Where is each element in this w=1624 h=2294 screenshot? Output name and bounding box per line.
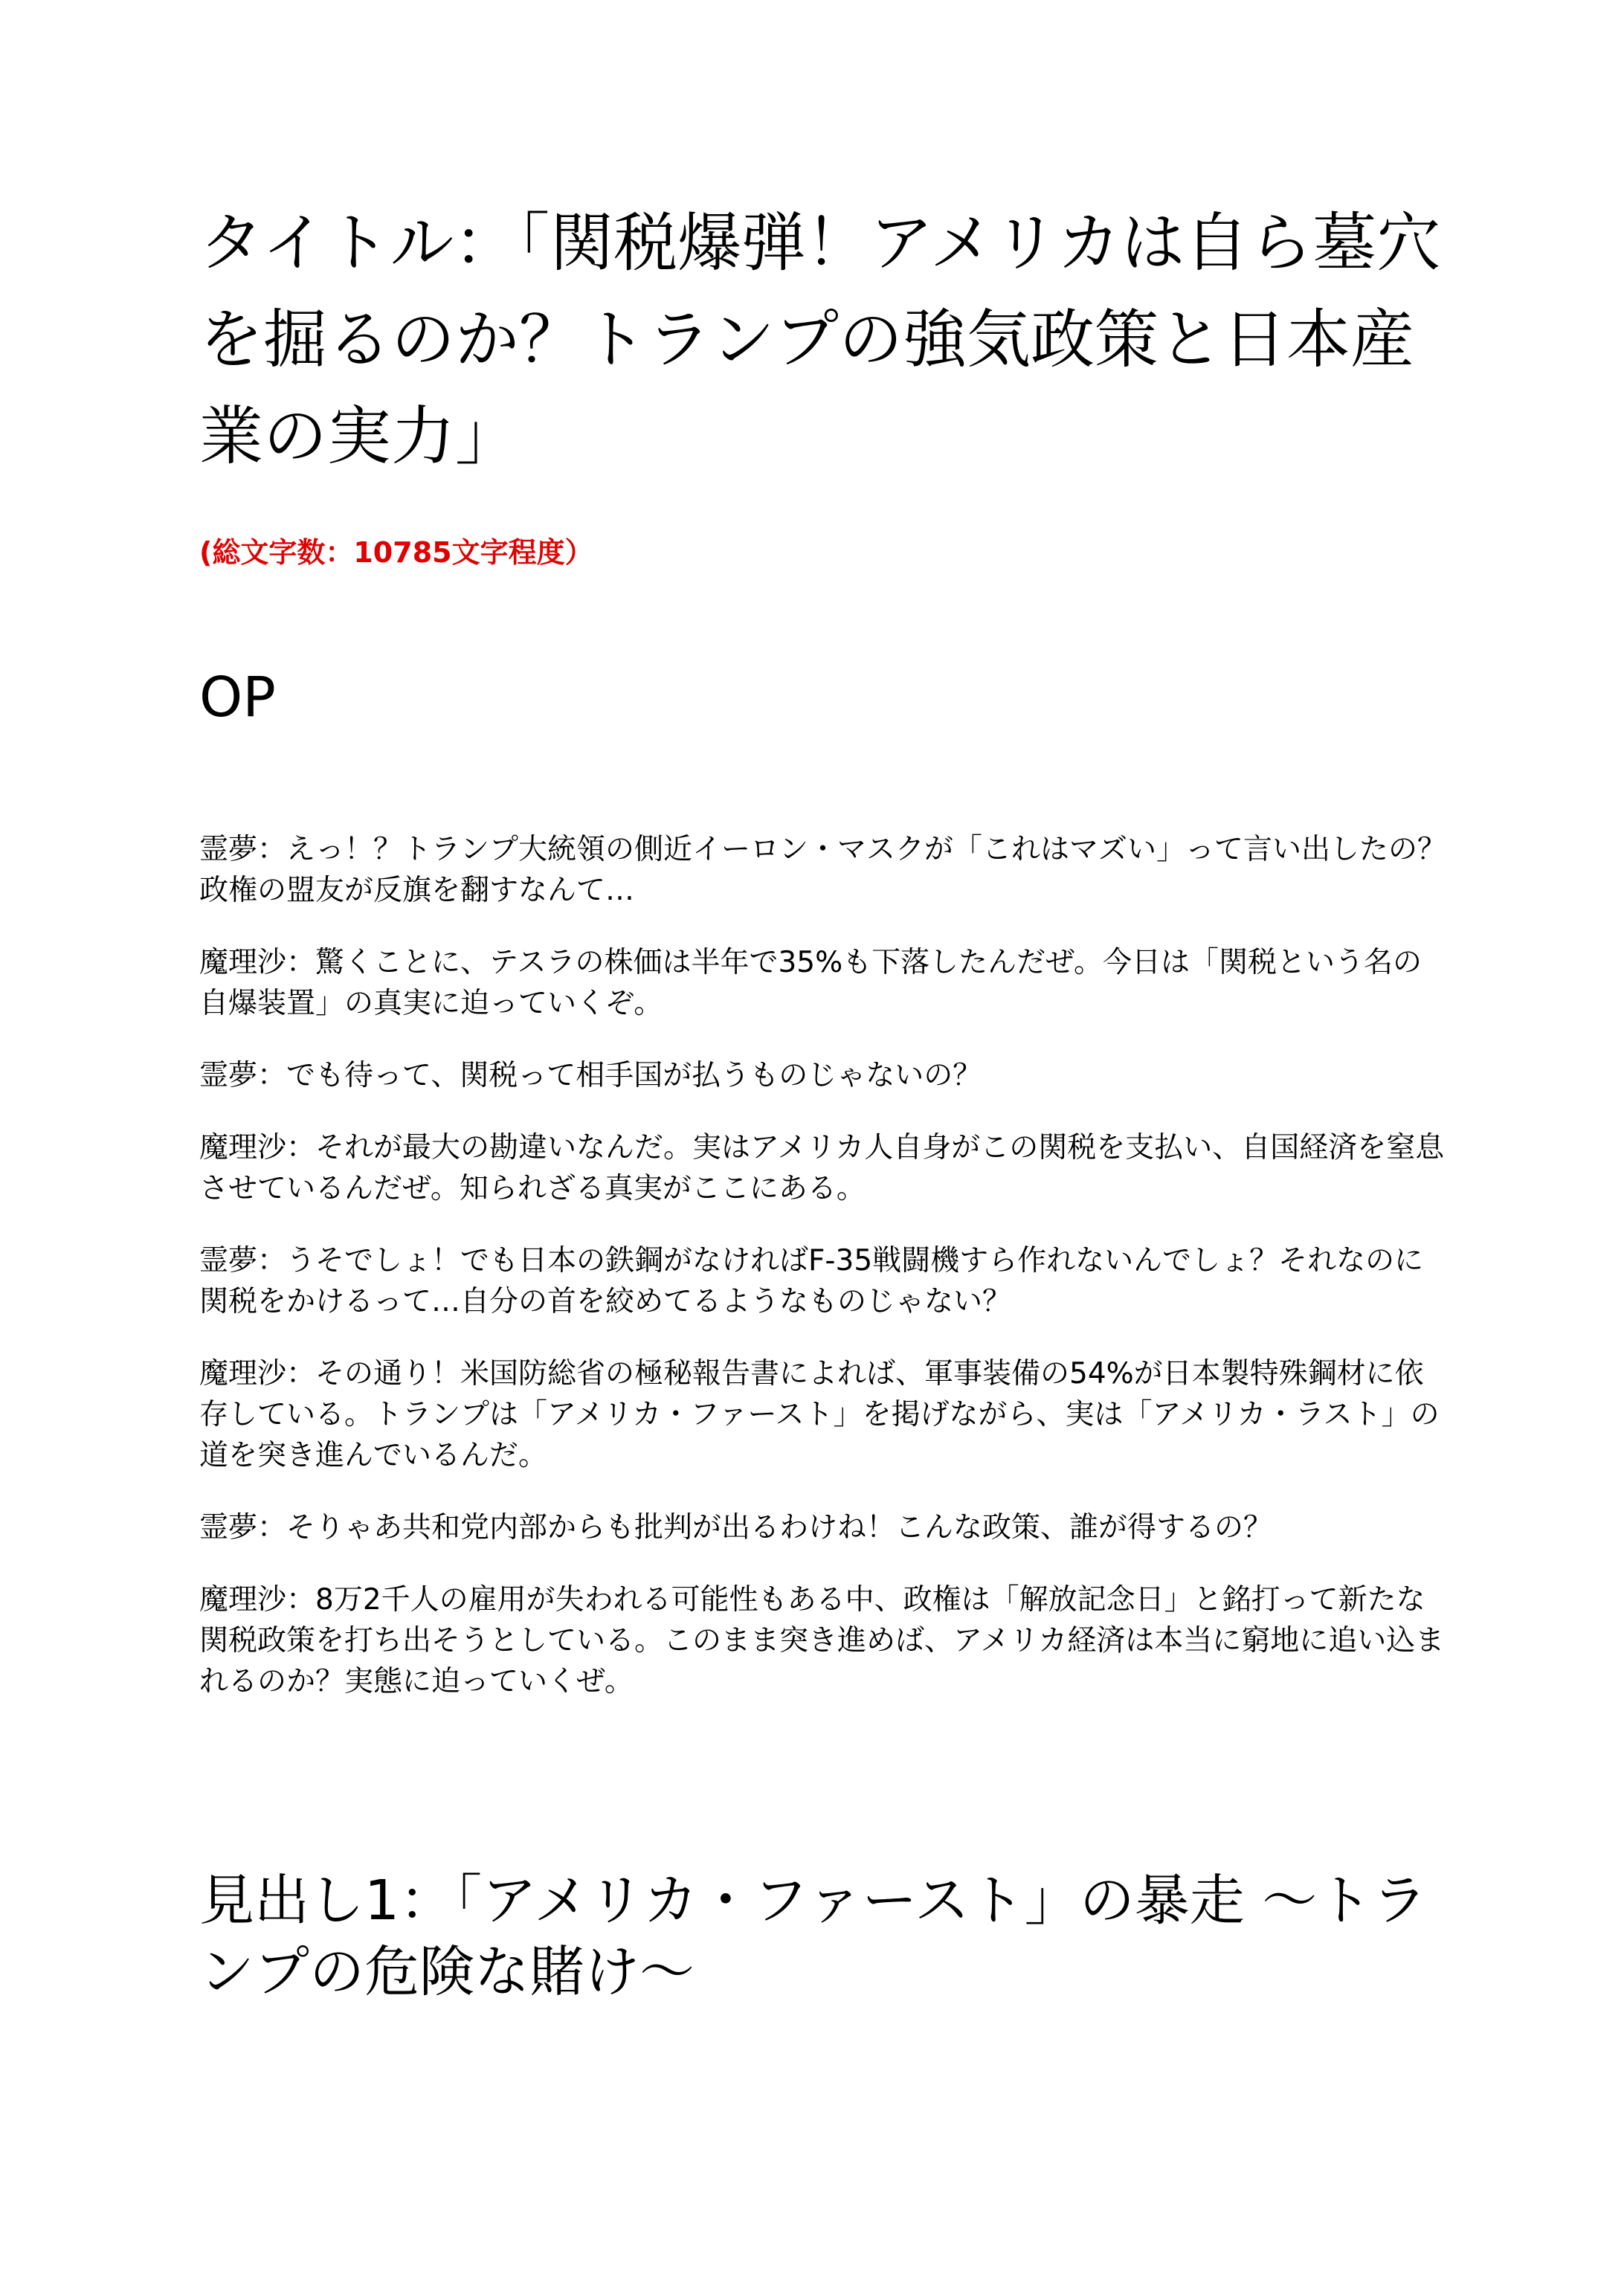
document-title: タイトル：「関税爆弾！アメリカは自ら墓穴を掘るのか？トランプの強気政策と日本産業の実力」	[199, 206, 1441, 474]
character-count-note: (総文字数：10785文字程度）	[199, 536, 593, 569]
section-heading-1: 見出し1：「アメリカ・ファースト」の暴走 ～トランプの危険な賭け～	[199, 1869, 1428, 2004]
section-heading-op: OP	[199, 666, 276, 729]
dialogue-line: 霊夢：でも待って、関税って相手国が払うものじゃないの？	[199, 1059, 982, 1092]
dialogue-line: 魔理沙：その通り！米国防総省の極秘報告書によれば、軍事装備の54%が日本製特殊鋼材に依存している。トランプは「アメリカ・ファースト」を掲げながら、実は「アメリカ・ラスト」の道を突き進んでいるんだ。	[199, 1357, 1440, 1472]
dialogue-line: 霊夢：えっ！？トランプ大統領の側近イーロン・マスクが「これはマズい」って言い出したの？政権の盟友が反旗を翻すなんて…	[199, 833, 1447, 907]
dialogue-line: 魔理沙：それが最大の勘違いなんだ。実はアメリカ人自身がこの関税を支払い、自国経済を窒息させているんだぜ。知られざる真実がここにある。	[199, 1131, 1445, 1205]
dialogue-line: 魔理沙：8万2千人の雇用が失われる可能性もある中、政権は「解放記念日」と銘打って新たな関税政策を打ち出そうとしている。このまま突き進めば、アメリカ経済は本当に窮地に追い込まれるのか？実態に迫っていくぜ。	[199, 1583, 1445, 1698]
dialogue-line: 霊夢：うそでしょ！でも日本の鉄鋼がなければF-35戦闘機すら作れないんでしょ？それなのに関税をかけるって…自分の首を絞めてるようなものじゃない？	[199, 1244, 1424, 1318]
dialogue-line: 霊夢：そりゃあ共和党内部からも批判が出るわけね！こんな政策、誰が得するの？	[199, 1511, 1273, 1544]
dialogue-line: 魔理沙：驚くことに、テスラの株価は半年で35%も下落したんだぜ。今日は「関税という名の自爆装置」の真実に迫っていくぞ。	[199, 946, 1422, 1020]
dialogue-body	[199, 829, 1449, 1733]
